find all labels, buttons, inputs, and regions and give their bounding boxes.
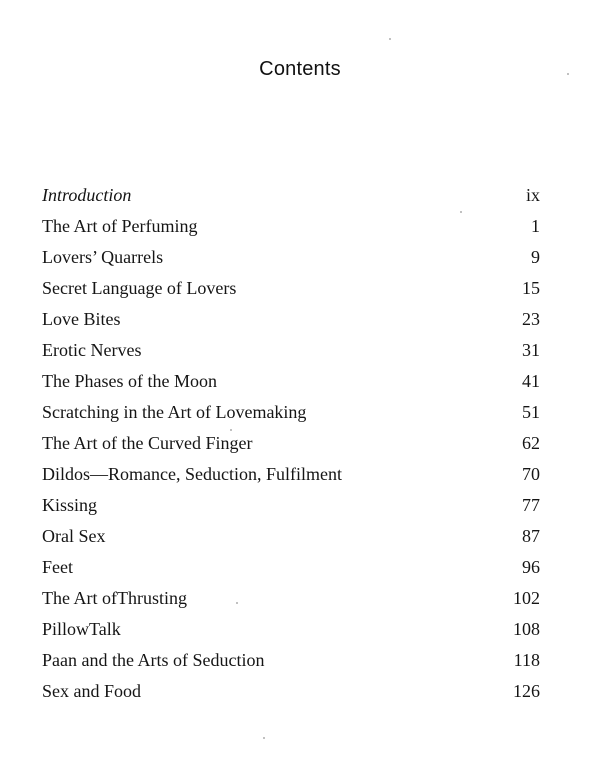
toc-entry	[42, 433, 540, 464]
scan-speck	[389, 38, 391, 40]
toc-entry-page: 31	[522, 340, 540, 360]
toc-entry-title: The Phases of the Moon	[42, 371, 217, 391]
toc-entry-title: PillowTalk	[42, 619, 121, 639]
toc-entry-title: Dildos—Romance, Seduction, Fulfilment	[42, 464, 342, 484]
toc-entry-title: Feet	[42, 557, 73, 577]
toc-entry-title: Oral Sex	[42, 526, 106, 546]
toc-entry-page: 77	[522, 495, 540, 515]
toc-entry	[42, 526, 540, 557]
toc-entry	[42, 278, 540, 309]
toc-entry-page: 15	[522, 278, 540, 298]
scan-speck	[263, 737, 265, 739]
toc-entry-title: Secret Language of Lovers	[42, 278, 237, 298]
toc-entry	[42, 495, 540, 526]
toc-entry-page: 70	[522, 464, 540, 484]
toc-entry	[42, 216, 540, 247]
toc-entry-title: Erotic Nerves	[42, 340, 142, 360]
toc-entry	[42, 402, 540, 433]
toc-entry-title: The Art of Perfuming	[42, 216, 198, 236]
toc-entry	[42, 619, 540, 650]
page-title: Contents	[259, 58, 341, 80]
toc-entry-title: Kissing	[42, 495, 98, 515]
toc-entry-page: ix	[525, 185, 540, 205]
toc-entry-title: Introduction	[42, 185, 132, 205]
toc-entry-page: 41	[522, 371, 540, 391]
toc-entry-page: 1	[531, 216, 540, 236]
toc-entry	[42, 371, 540, 402]
toc-entry-page: 87	[522, 526, 540, 546]
toc-entry	[42, 464, 540, 495]
toc-entry-title: Sex and Food	[42, 681, 141, 701]
toc-entry-page: 108	[513, 619, 540, 639]
toc-entry-page: 23	[522, 309, 540, 329]
table-of-contents	[42, 185, 540, 712]
scan-speck	[567, 73, 569, 75]
toc-entry	[42, 557, 540, 588]
toc-entry	[42, 185, 540, 216]
toc-entry-page: 118	[513, 650, 540, 670]
scan-speck	[460, 211, 462, 213]
toc-entry	[42, 588, 540, 619]
scan-speck	[236, 602, 238, 604]
toc-entry-page: 96	[522, 557, 540, 577]
toc-entry-title: Love Bites	[42, 309, 121, 329]
toc-entry	[42, 309, 540, 340]
toc-entry-page: 62	[522, 433, 540, 453]
toc-entry-page: 126	[513, 681, 540, 701]
toc-entry-title: The Art of the Curved Finger	[42, 433, 253, 453]
toc-entry-title: Scratching in the Art of Lovemaking	[42, 402, 307, 422]
toc-entry	[42, 650, 540, 681]
toc-entry-title: The Art ofThrusting	[42, 588, 187, 608]
toc-entry-title: Paan and the Arts of Seduction	[42, 650, 265, 670]
toc-entry	[42, 247, 540, 278]
toc-entry	[42, 681, 540, 712]
toc-entry	[42, 340, 540, 371]
toc-entry-title: Lovers’ Quarrels	[42, 247, 164, 267]
toc-entry-page: 9	[531, 247, 540, 267]
scan-speck	[230, 429, 232, 431]
toc-entry-page: 102	[513, 588, 540, 608]
toc-entry-page: 51	[522, 402, 540, 422]
